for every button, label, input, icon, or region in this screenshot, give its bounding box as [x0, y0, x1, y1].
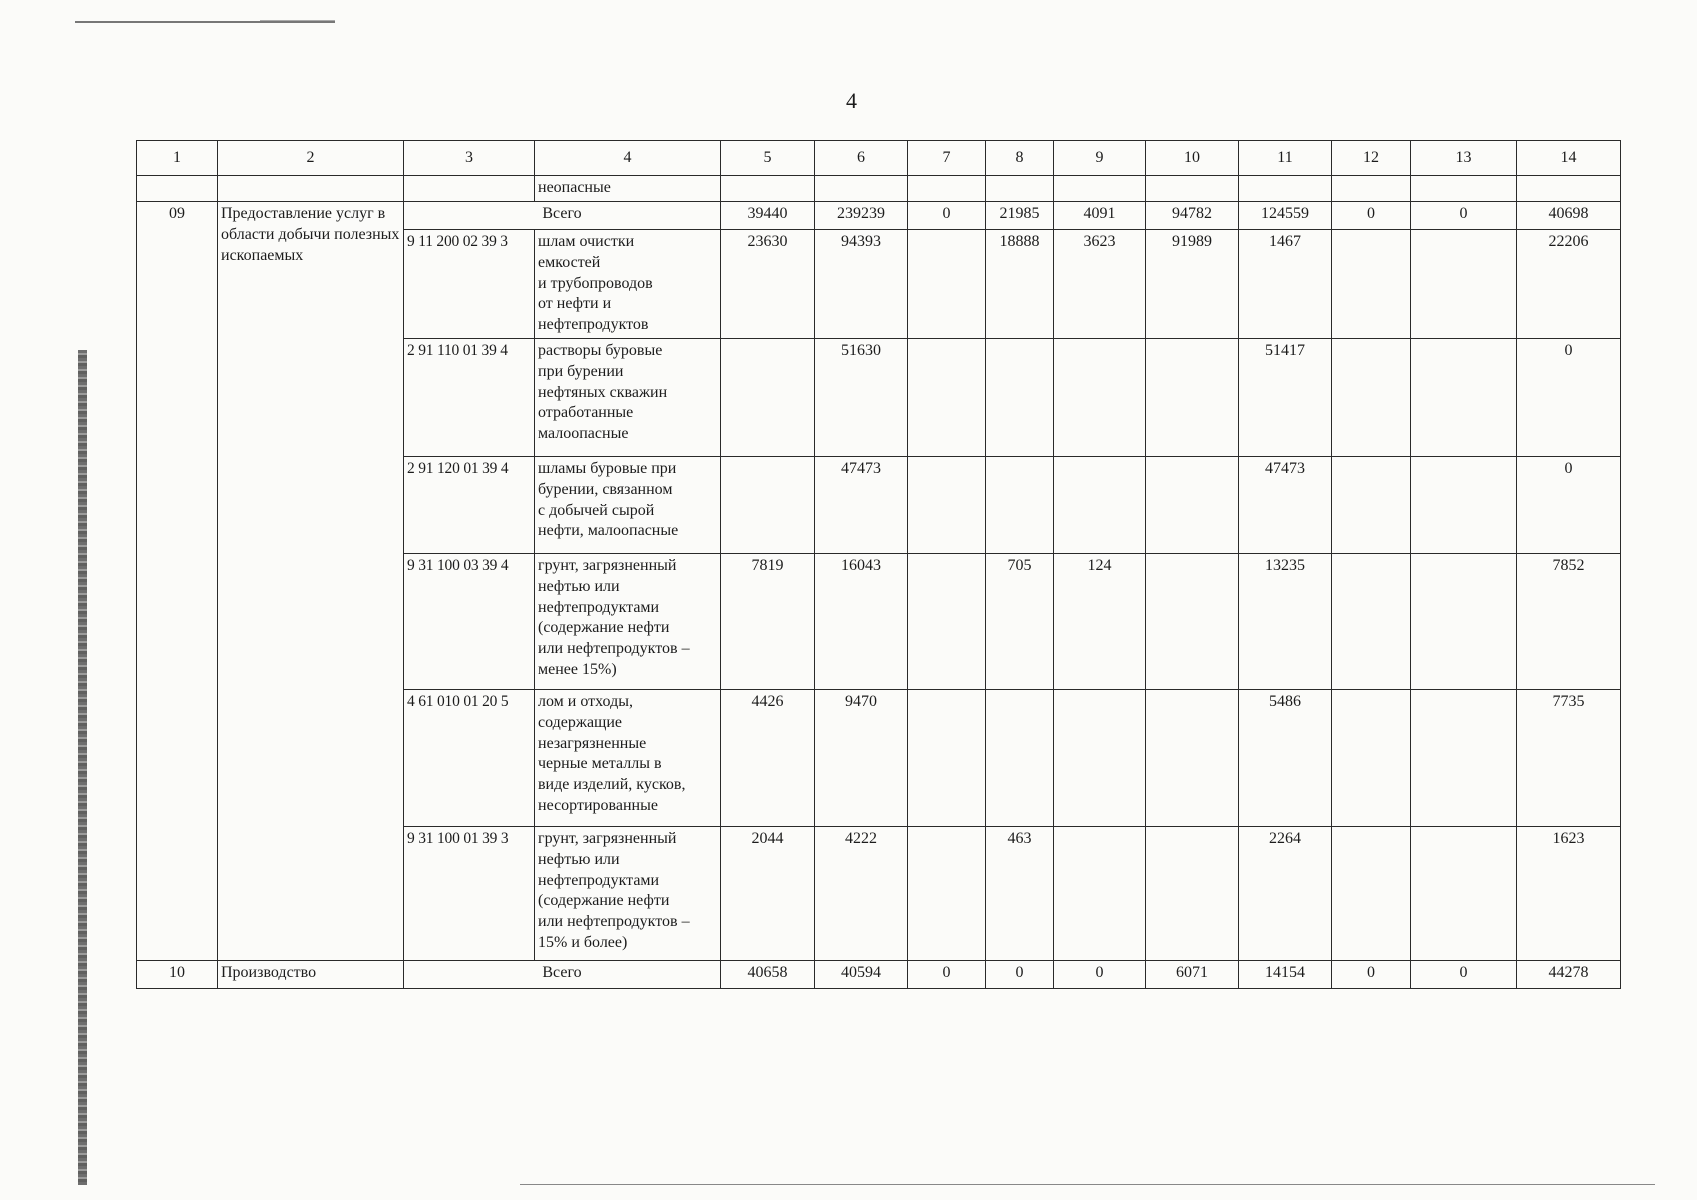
- value-cell: [1411, 553, 1517, 689]
- header-cell: 11: [1239, 141, 1332, 176]
- waste-description: шламы буровые при бурении, связанном с добычей сырой нефти, малоопасные: [535, 456, 721, 553]
- waste-description: шлам очистки емкостей и трубопроводов от нефти и нефтепродуктов: [535, 230, 721, 339]
- value-cell: 22206: [1517, 230, 1621, 339]
- scan-artifact-top-line: [75, 21, 335, 23]
- scan-artifact-left-edge: [78, 350, 87, 1185]
- value-cell: 21985: [986, 202, 1054, 230]
- value-cell: [1332, 826, 1411, 960]
- value-cell: [1411, 689, 1517, 826]
- value-cell: 2264: [1239, 826, 1332, 960]
- value-cell: [1411, 338, 1517, 456]
- value-cell: 47473: [815, 456, 908, 553]
- value-cell: [1332, 230, 1411, 339]
- value-cell: 9470: [815, 689, 908, 826]
- value-cell: 239239: [815, 202, 908, 230]
- value-cell: 13235: [1239, 553, 1332, 689]
- header-cell: 10: [1146, 141, 1239, 176]
- value-cell: [1332, 456, 1411, 553]
- section-10-total-row: [137, 960, 1621, 988]
- header-cell: 6: [815, 141, 908, 176]
- waste-description: растворы буровые при бурении нефтяных скважин отработанные малоопасные: [535, 338, 721, 456]
- waste-code: 4 61 010 01 20 5: [404, 689, 535, 826]
- value-cell: [986, 338, 1054, 456]
- value-cell: 4426: [721, 689, 815, 826]
- value-cell: 0: [908, 202, 986, 230]
- value-cell: [908, 456, 986, 553]
- scan-artifact-bottom-line: [520, 1184, 1655, 1185]
- value-cell: 94393: [815, 230, 908, 339]
- value-cell: [1411, 826, 1517, 960]
- waste-description: грунт, загрязненный нефтью или нефтепродуктами (содержание нефти или нефтепродуктов – менее 15%): [535, 553, 721, 689]
- total-label: Всего: [404, 960, 721, 988]
- value-cell: 7735: [1517, 689, 1621, 826]
- value-cell: [1054, 338, 1146, 456]
- value-cell: 3623: [1054, 230, 1146, 339]
- section-name: Предоставление услуг в области добычи полезных ископаемых: [218, 202, 404, 961]
- value-cell: 4091: [1054, 202, 1146, 230]
- value-cell: [1054, 456, 1146, 553]
- scan-artifact-top-line-faint: [260, 20, 335, 21]
- value-cell: 0: [908, 960, 986, 988]
- header-cell: 4: [535, 141, 721, 176]
- section-name: Производство: [218, 960, 404, 988]
- header-cell: 3: [404, 141, 535, 176]
- value-cell: [908, 230, 986, 339]
- header-cell: 7: [908, 141, 986, 176]
- value-cell: [721, 338, 815, 456]
- value-cell: 0: [1517, 338, 1621, 456]
- value-cell: 51630: [815, 338, 908, 456]
- value-cell: 0: [1332, 960, 1411, 988]
- value-cell: 18888: [986, 230, 1054, 339]
- value-cell: 94782: [1146, 202, 1239, 230]
- page-number: 4: [846, 88, 857, 113]
- value-cell: 6071: [1146, 960, 1239, 988]
- waste-table: [136, 140, 1621, 989]
- value-cell: 124559: [1239, 202, 1332, 230]
- value-cell: [1332, 689, 1411, 826]
- value-cell: 1467: [1239, 230, 1332, 339]
- value-cell: 40658: [721, 960, 815, 988]
- section-code: 10: [137, 960, 218, 988]
- value-cell: [1054, 826, 1146, 960]
- value-cell: 0: [1054, 960, 1146, 988]
- value-cell: 0: [1332, 202, 1411, 230]
- value-cell: 40698: [1517, 202, 1621, 230]
- header-cell: 2: [218, 141, 404, 176]
- value-cell: 40594: [815, 960, 908, 988]
- waste-description: грунт, загрязненный нефтью или нефтепродуктами (содержание нефти или нефтепродуктов – 15% и более): [535, 826, 721, 960]
- value-cell: [908, 338, 986, 456]
- value-cell: [1146, 826, 1239, 960]
- value-cell: [908, 689, 986, 826]
- value-cell: 47473: [1239, 456, 1332, 553]
- section-code: 09: [137, 202, 218, 961]
- value-cell: 463: [986, 826, 1054, 960]
- header-cell: 9: [1054, 141, 1146, 176]
- waste-description: лом и отходы, содержащие незагрязненные черные металлы в виде изделий, кусков, несортированные: [535, 689, 721, 826]
- value-cell: 705: [986, 553, 1054, 689]
- value-cell: [1146, 338, 1239, 456]
- value-cell: 39440: [721, 202, 815, 230]
- value-cell: [986, 689, 1054, 826]
- value-cell: 7852: [1517, 553, 1621, 689]
- header-cell: 8: [986, 141, 1054, 176]
- value-cell: [986, 456, 1054, 553]
- total-label: Всего: [404, 202, 721, 230]
- value-cell: [908, 553, 986, 689]
- value-cell: [1332, 338, 1411, 456]
- header-cell: 1: [137, 141, 218, 176]
- value-cell: [1332, 553, 1411, 689]
- value-cell: 4222: [815, 826, 908, 960]
- value-cell: [1146, 456, 1239, 553]
- value-cell: [908, 826, 986, 960]
- value-cell: [1146, 689, 1239, 826]
- header-cell: 13: [1411, 141, 1517, 176]
- value-cell: [1054, 689, 1146, 826]
- value-cell: [1411, 456, 1517, 553]
- value-cell: [1146, 553, 1239, 689]
- value-cell: [1411, 230, 1517, 339]
- value-cell: 91989: [1146, 230, 1239, 339]
- waste-code: 9 31 100 01 39 3: [404, 826, 535, 960]
- value-cell: 0: [1411, 960, 1517, 988]
- value-cell: 0: [1517, 456, 1621, 553]
- waste-code: 2 91 120 01 39 4: [404, 456, 535, 553]
- waste-code: 2 91 110 01 39 4: [404, 338, 535, 456]
- header-cell: 5: [721, 141, 815, 176]
- value-cell: [721, 456, 815, 553]
- value-cell: 44278: [1517, 960, 1621, 988]
- continuation-text: неопасные: [535, 176, 721, 202]
- value-cell: 23630: [721, 230, 815, 339]
- waste-code: 9 31 100 03 39 4: [404, 553, 535, 689]
- value-cell: 7819: [721, 553, 815, 689]
- value-cell: 0: [986, 960, 1054, 988]
- section-09-total-row: [137, 202, 1621, 230]
- header-cell: 12: [1332, 141, 1411, 176]
- header-cell: 14: [1517, 141, 1621, 176]
- value-cell: 16043: [815, 553, 908, 689]
- value-cell: 5486: [1239, 689, 1332, 826]
- value-cell: 124: [1054, 553, 1146, 689]
- continuation-row: [137, 176, 1621, 202]
- waste-code: 9 11 200 02 39 3: [404, 230, 535, 339]
- value-cell: 1623: [1517, 826, 1621, 960]
- table-header-row: [137, 141, 1621, 176]
- value-cell: 14154: [1239, 960, 1332, 988]
- value-cell: 0: [1411, 202, 1517, 230]
- value-cell: 2044: [721, 826, 815, 960]
- value-cell: 51417: [1239, 338, 1332, 456]
